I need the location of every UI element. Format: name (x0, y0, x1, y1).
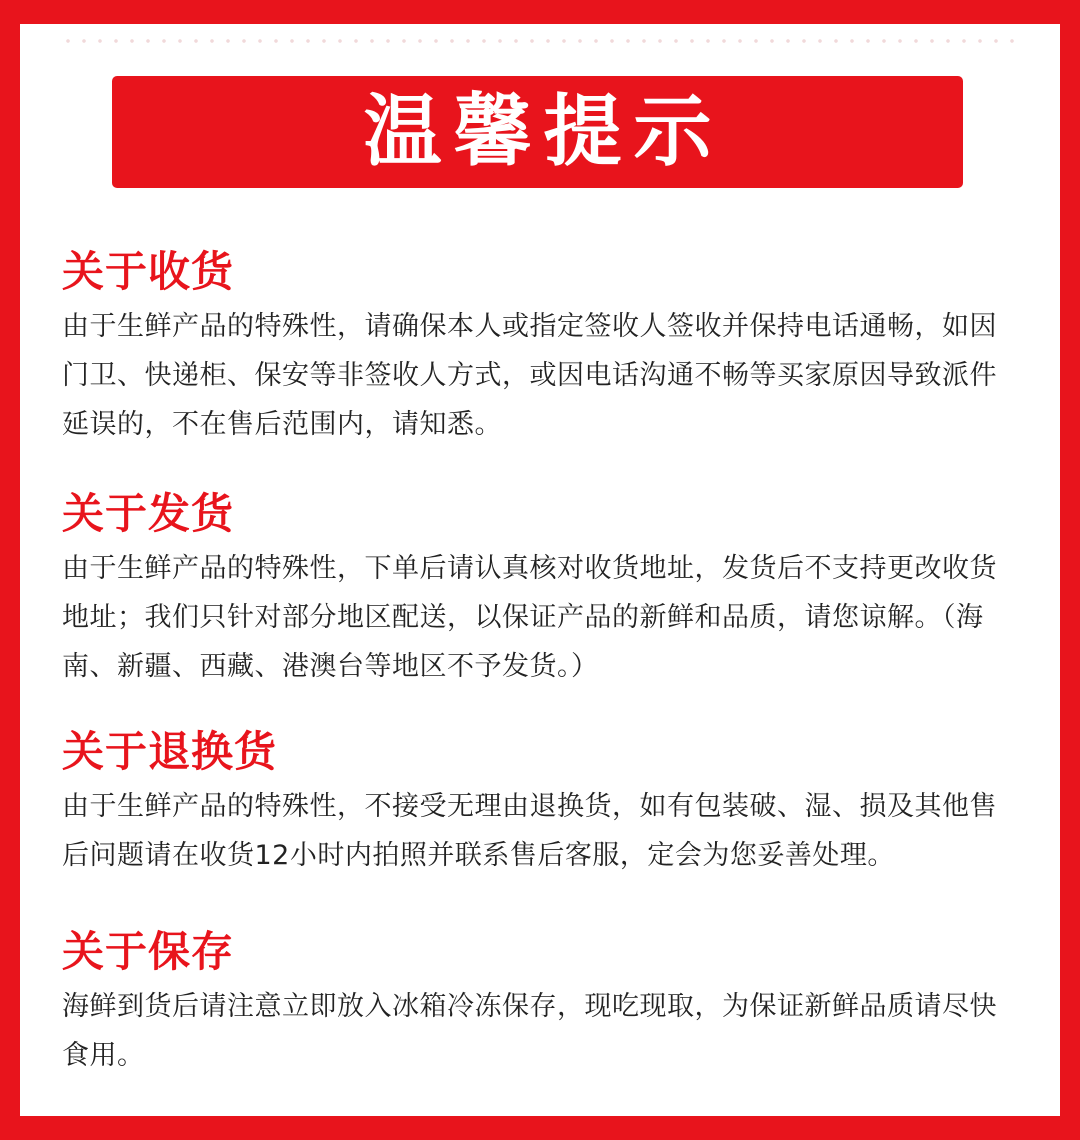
section-receiving (62, 246, 1022, 449)
section-shipping (62, 488, 1022, 691)
notice-card (20, 24, 1060, 1116)
section-title: 关于保存 (62, 927, 235, 976)
section-title: 关于退换货 (62, 727, 278, 776)
section-body: 由于生鲜产品的特殊性，请确保本人或指定签收人签收并保持电话通畅，如因门卫、快递柜、保安等非签收人方式，或因电话沟通不畅等买家原因导致派件延误的，不在售后范围内，请知悉。 (62, 311, 997, 440)
title-banner (112, 76, 963, 188)
section-storage (62, 926, 1022, 1080)
section-body: 由于生鲜产品的特殊性，下单后请认真核对收货地址，发货后不支持更改收货地址；我们只针对部分地区配送，以保证产品的新鲜和品质，请您谅解。（海南、新疆、西藏、港澳台等地区不予发货。） (62, 553, 997, 682)
section-returns (62, 726, 1022, 880)
section-title: 关于发货 (62, 489, 235, 538)
section-body: 由于生鲜产品的特殊性，不接受无理由退换货，如有包装破、湿、损及其他售后问题请在收货12小时内拍照并联系售后客服，定会为您妥善处理。 (62, 791, 997, 871)
decorative-dot-row (60, 38, 1020, 44)
section-title: 关于收货 (62, 247, 235, 296)
page-title: 温馨提示 (363, 87, 724, 177)
section-body: 海鲜到货后请注意立即放入冰箱冷冻保存，现吃现取，为保证新鲜品质请尽快食用。 (62, 991, 997, 1071)
